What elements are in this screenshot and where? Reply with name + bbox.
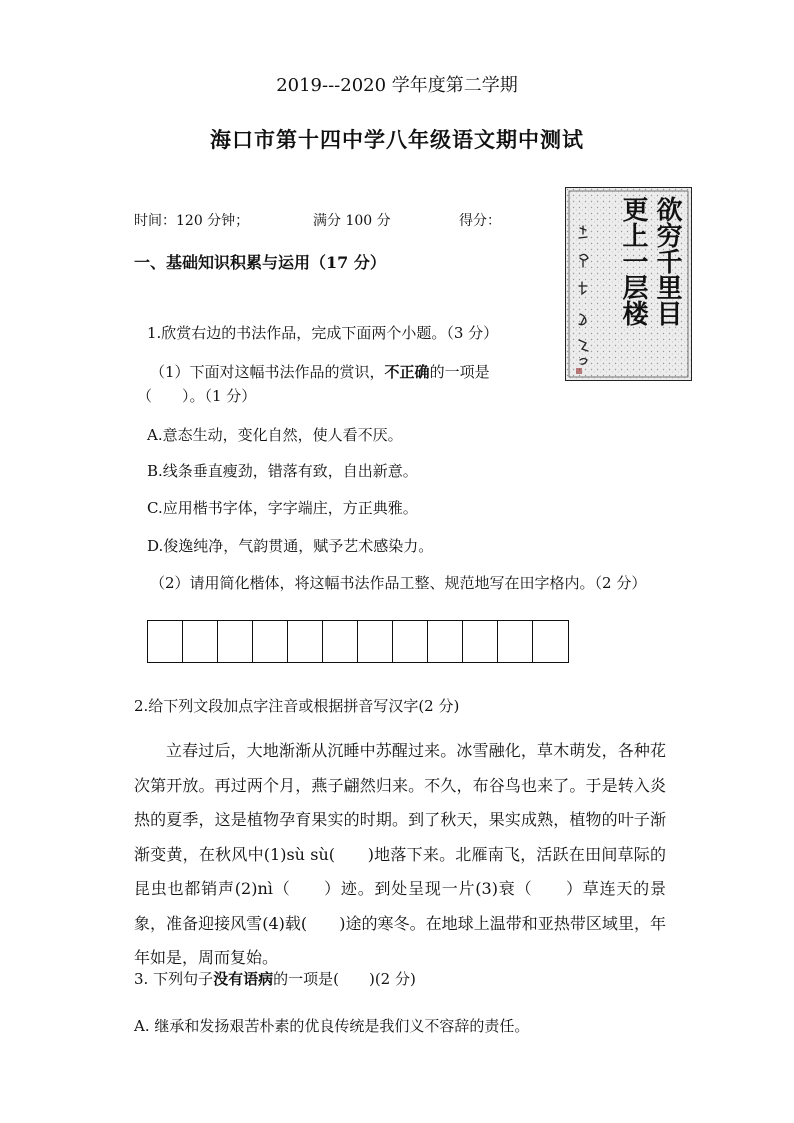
q3-stem-suffix: 的一项是( )(2 分): [273, 970, 416, 988]
q3-option-a: A. 继承和发扬艰苦朴素的优良传统是我们义不容辞的责任。: [134, 1017, 530, 1035]
score-label: 得分：: [459, 213, 501, 229]
grid-cell[interactable]: [288, 621, 323, 662]
q1-option-c: C.应用楷书字体，字字端庄，方正典雅。: [147, 499, 418, 517]
full-score: 满分 100 分: [313, 213, 391, 229]
grid-cell[interactable]: [428, 621, 463, 662]
grid-cell[interactable]: [253, 621, 288, 662]
exam-title: 海口市第十四中学八年级语文期中测试: [210, 127, 584, 152]
grid-cell[interactable]: [218, 621, 253, 662]
grid-cell[interactable]: [323, 621, 358, 662]
grid-cell[interactable]: [148, 621, 183, 662]
q3-stem-prefix: 3. 下列句子: [134, 970, 214, 988]
q2-passage: [134, 734, 666, 976]
q1-option-d: D.俊逸纯净，气韵贯通，赋予艺术感染力。: [147, 537, 434, 555]
q1-sub1-emphasis: 不正确: [384, 363, 430, 381]
q1-sub1-prefix: （1）下面对这幅书法作品的赏识，: [150, 363, 385, 381]
q1-sub1-suffix: 的一项是: [429, 363, 490, 381]
calligraphy-column-2: 更上一层楼: [618, 196, 648, 326]
q2-stem: 2.给下列文段加点字注音或根据拼音写汉字(2 分): [134, 697, 460, 715]
grid-cell[interactable]: [533, 621, 568, 662]
grid-cell[interactable]: [463, 621, 498, 662]
school-year-line: 2019---2020 学年度第二学期: [276, 75, 518, 96]
q1-sub2: （2）请用简化楷体，将这幅书法作品工整、规范地写在田字格内。（2 分）: [150, 574, 647, 592]
section-heading: 一、基础知识积累与运用（17 分）: [134, 253, 386, 272]
grid-cell[interactable]: [183, 621, 218, 662]
q2-paragraph: 立春过后，大地渐渐从沉睡中苏醒过来。冰雪融化，草木萌发，各种花次第开放。再过两个月，燕子翩然归来。不久，布谷鸟也来了。于是转入炎热的夏季，这是植物孕育果实的时期。到了秋天，果实成熟，植物的叶子渐渐变黄，在秋风中(1)sù sù( )地落下来。北雁南飞，活跃在田间草际的昆虫也都销声(2)nì（ ）迹。到处呈现一片(3)衰（ ）草连天的景象，准备迎接风雪(4)载( )途的寒冬。在地球上温带和亚热带区域里，年年如是，周而复始。: [134, 741, 666, 967]
grid-cell[interactable]: [498, 621, 533, 662]
q1-stem: 1.欣赏右边的书法作品，完成下面两个小题。（3 分）: [147, 324, 499, 342]
calligraphy-artwork: [565, 187, 692, 381]
q1-sub1: [150, 361, 490, 382]
q3-stem-emphasis: 没有语病: [213, 970, 274, 988]
q1-sub1-answer-blank: （ ）。（1 分）: [137, 387, 257, 405]
q1-option-b: B.线条垂直瘦劲，错落有致，自出新意。: [147, 462, 418, 480]
calligraphy-column-1: 欲穷千里目: [652, 196, 682, 326]
grid-cell[interactable]: [393, 621, 428, 662]
exam-time: 时间：120 分钟；: [134, 213, 250, 229]
q3-stem: [134, 968, 416, 989]
writing-grid[interactable]: [147, 620, 569, 663]
q1-option-a: A.意态生动，变化自然，使人看不厌。: [147, 426, 403, 444]
grid-cell[interactable]: [358, 621, 393, 662]
